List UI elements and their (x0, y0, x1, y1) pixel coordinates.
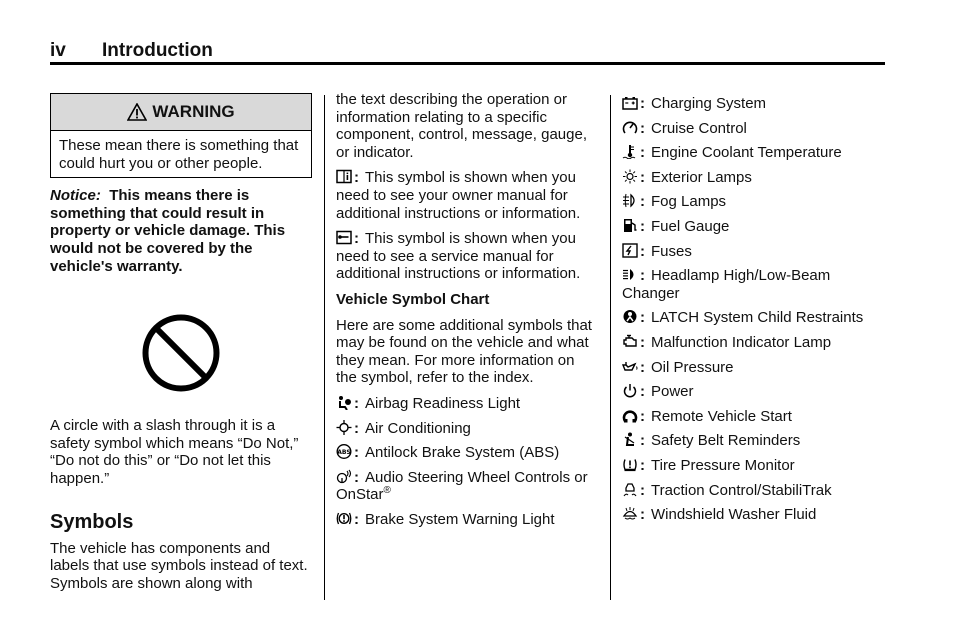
headlamp-beam-icon (622, 267, 638, 282)
service-manual-icon (336, 230, 352, 245)
symbol-label: Oil Pressure (651, 358, 734, 376)
symbol-entry (622, 120, 884, 138)
symbol-colon: : (640, 309, 645, 327)
symbol-colon: : (640, 95, 645, 112)
symbol-label: Audio Steering Wheel Controls or OnStar (336, 468, 588, 504)
symbol-entry (622, 359, 884, 377)
power-icon (622, 383, 638, 398)
safety-symbol-caption: A circle with a slash through it is a safety symbol which means “Do Not,” “Do not do this” or “Do not let this happen.” (50, 417, 299, 487)
symbol-label: Brake System Warning Light (365, 510, 555, 528)
symbol-colon: : (640, 456, 645, 474)
symbol-label: Traction Control/StabiliTrak (651, 481, 832, 499)
symbol-colon: : (354, 468, 359, 486)
chart-heading: Vehicle Symbol Chart (336, 290, 490, 308)
oil-pressure-icon (622, 359, 638, 374)
svg-text:ABS: ABS (337, 449, 351, 457)
symbol-label: Malfunction Indicator Lamp (651, 333, 832, 351)
symbol-list-column-2 (336, 395, 598, 529)
symbol-colon: : (640, 217, 645, 235)
symbol-label: Tire Pressure Monitor (651, 456, 795, 474)
notice-paragraph (50, 187, 313, 275)
symbol-label: LATCH System Child Restraints (651, 309, 864, 327)
header-rule (50, 62, 885, 65)
fog-lamps-icon (622, 193, 638, 208)
symbol-label: Air Conditioning (365, 419, 471, 437)
symbol-label: Airbag Readiness Light (365, 394, 521, 412)
page-header (50, 40, 213, 62)
fuses-icon (622, 243, 638, 258)
symbol-label: Windshield Washer Fluid (651, 506, 817, 524)
registered-mark: ® (383, 485, 391, 497)
symbol-label: Headlamp High/Low-Beam Changer (622, 267, 831, 302)
symbol-list-column-3 (622, 95, 884, 524)
column-divider-2 (610, 95, 611, 600)
warning-triangle-icon (127, 103, 147, 121)
traction-control-icon (622, 482, 638, 497)
symbol-colon: : (640, 407, 645, 425)
symbol-label: Antilock Brake System (ABS) (365, 444, 560, 462)
warning-box (50, 93, 312, 178)
symbol-colon: : (640, 333, 645, 351)
symbol-label: Fuel Gauge (651, 217, 730, 235)
remote-start-icon (622, 408, 638, 423)
coolant-temperature-icon (622, 144, 638, 159)
symbol-colon: : (640, 193, 645, 211)
symbol-entry (622, 408, 884, 426)
symbol-colon: : (640, 383, 645, 401)
symbol-entry (336, 395, 598, 413)
symbol-label: Fuses (651, 242, 692, 260)
symbol-entry (336, 469, 598, 504)
symbol-entry (622, 243, 884, 261)
symbol-entry (622, 482, 884, 500)
symbol-entry (622, 218, 884, 236)
symbol-entry (622, 334, 884, 352)
symbol-colon: : (640, 432, 645, 450)
warning-body: These mean there is something that could hurt you or other people. (59, 137, 299, 172)
page-number: iv (50, 40, 66, 61)
symbol-entry (622, 309, 884, 327)
exterior-lamps-icon (622, 169, 638, 184)
airbag-icon (336, 395, 352, 410)
cruise-control-icon (622, 120, 638, 135)
symbol-entry (622, 383, 884, 401)
notice-label: Notice: (50, 187, 101, 205)
symbol-colon: : (640, 119, 645, 137)
symbol-colon: : (640, 242, 645, 260)
battery-icon (622, 95, 638, 110)
symbol-colon: : (640, 506, 645, 524)
seat-belt-icon (622, 432, 638, 447)
symbol-entry (336, 444, 598, 462)
symbol-entry (336, 511, 598, 529)
symbol-label: Cruise Control (651, 119, 747, 137)
symbol-colon: : (354, 444, 359, 462)
symbol-label: Engine Coolant Temperature (651, 144, 842, 162)
symbol-entry (622, 193, 884, 211)
owner-manual-note: : This symbol is shown when you need to see your owner manual for additional instructions or information. (336, 169, 581, 222)
notice-text: This means there is something that could result in property or vehicle damage. This would not be covered by the vehicle's warranty. (50, 187, 286, 275)
symbol-label: Safety Belt Reminders (651, 432, 801, 450)
section-title: Symbols (50, 510, 134, 533)
symbol-label: Charging System (651, 95, 767, 112)
column-2 (336, 91, 598, 535)
symbol-colon: : (640, 267, 645, 285)
fuel-gauge-icon (622, 218, 638, 233)
prohibition-icon (141, 313, 221, 393)
symbol-entry (622, 506, 884, 524)
owner-manual-icon (336, 169, 352, 184)
air-conditioning-icon (336, 420, 352, 435)
page-title: Introduction (102, 40, 213, 61)
section-intro: The vehicle has components and labels that use symbols instead of text. Symbols are shown along with (50, 539, 308, 592)
column-divider-1 (324, 95, 325, 600)
service-manual-text: This symbol is shown when you need to see a service manual for additional instructions or information. (336, 230, 581, 283)
symbol-colon: : (640, 358, 645, 376)
washer-fluid-icon (622, 506, 638, 521)
tire-pressure-icon (622, 457, 638, 472)
symbol-label: Exterior Lamps (651, 168, 752, 186)
symbol-entry (336, 420, 598, 438)
warning-header (51, 94, 311, 131)
symbol-colon: : (354, 419, 359, 437)
symbol-colon: : (640, 168, 645, 186)
chart-intro: Here are some additional symbols that may be found on the vehicle and what they mean. For more information on the symbol, refer to the index. (336, 316, 592, 387)
symbol-label: Power (651, 383, 694, 401)
brake-warning-icon (336, 511, 352, 526)
symbol-label: Remote Vehicle Start (651, 407, 792, 425)
section-continuation: the text describing the operation or information relating to a specific component, control, message, gauge, or indicator. (336, 91, 587, 161)
steering-wheel-audio-icon (336, 469, 352, 484)
latch-child-restraint-icon (622, 309, 638, 324)
abs-icon (336, 444, 352, 459)
symbol-entry (622, 267, 884, 302)
symbol-entry (622, 432, 884, 450)
owner-manual-text: This symbol is shown when you need to see your owner manual for additional instructions or information. (336, 169, 581, 222)
symbol-colon: : (354, 394, 359, 412)
column-1 (50, 93, 313, 592)
engine-malfunction-icon (622, 334, 638, 349)
symbol-colon: : (354, 510, 359, 528)
no-symbol-figure (56, 313, 306, 393)
symbol-colon: : (640, 481, 645, 499)
warning-heading: WARNING (152, 102, 235, 122)
symbol-entry (622, 169, 884, 187)
symbol-entry (622, 95, 884, 113)
symbol-entry (622, 457, 884, 475)
service-manual-note: : This symbol is shown when you need to see a service manual for additional instructions or information. (336, 230, 581, 283)
column-3 (622, 95, 884, 531)
symbol-colon: : (640, 144, 645, 162)
symbol-label: Fog Lamps (651, 193, 727, 211)
symbol-entry (622, 144, 884, 162)
